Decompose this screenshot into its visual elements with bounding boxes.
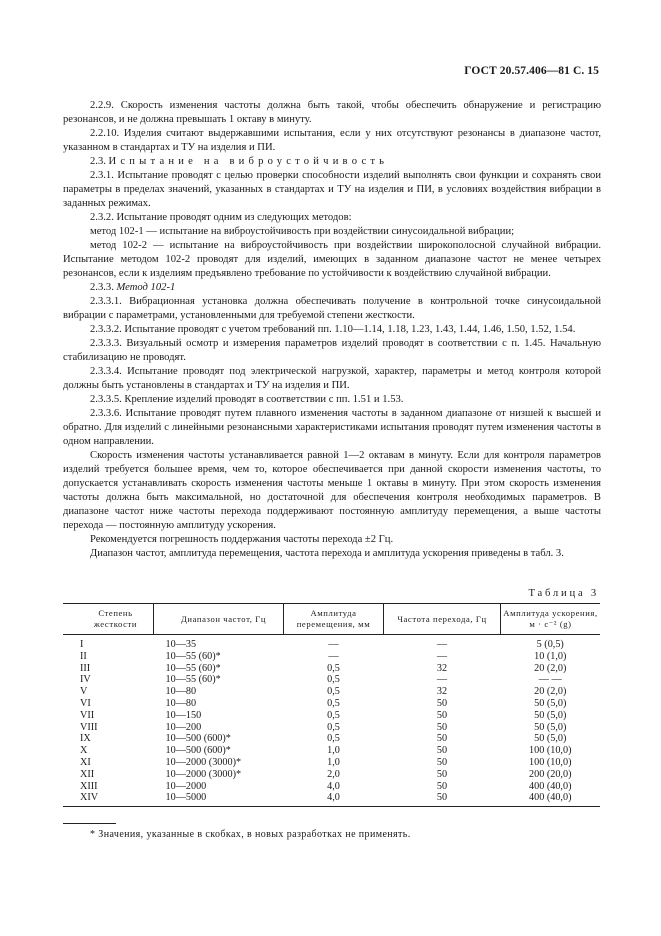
table-row <box>63 745 600 757</box>
cell-frequency-range: 10—2000 (3000)* <box>165 756 242 768</box>
cell-acceleration: 10 (1,0) <box>534 650 567 662</box>
footnote-divider <box>63 823 116 824</box>
header-acceleration: Амплитуда ускорения, м · с⁻² (g) <box>501 604 601 635</box>
cell-crossover: 50 <box>384 792 501 806</box>
footnote: * Значения, указанные в скобках, в новых разработках не применять. <box>90 829 411 840</box>
cell-severity: X <box>80 745 88 757</box>
table-row <box>63 781 600 793</box>
cell-crossover: 32 <box>436 662 448 674</box>
paragraph-2-3-3-5: 2.3.3.5. Крепление изделий проводят в соответствии с пп. 1.51 и 1.53. <box>90 394 404 405</box>
table-row <box>63 733 600 745</box>
paragraph-2-3-1: 2.3.1. Испытание проводят с целью проверки способности изделий выполнять свои функции и сохранять свои параметры в пределах значений, указанных в стандартах и ТУ на изделия и ПИ, в условиях воздействия вибрации в заданных режимах. <box>63 170 601 209</box>
cell-acceleration: 50 (5,0) <box>534 709 567 721</box>
section-heading-2-3 <box>63 155 601 169</box>
cell-frequency-range: 10—500 (600)* <box>165 733 231 745</box>
cell-frequency-range: 10—150 <box>165 709 202 721</box>
table-row <box>63 710 600 722</box>
cell-crossover: 50 <box>436 709 448 721</box>
method-102-2-item: метод 102-2 — испытание на виброустойчивость при воздействии широкополосной случайной вибрации. Испытание методом 102-2 проводят для изделий, имеющих в заданном диапазоне частот не менее четырех резонансов, если к изделиям предъявлено требование по устойчивости к воздействию случайной вибрации. <box>63 240 601 279</box>
cell-displacement: 2,0 <box>327 768 340 780</box>
cell-severity: XI <box>80 756 91 768</box>
paragraph-2-3-3-3: 2.3.3.3. Визуальный осмотр и измерения параметров изделий проводят в соответствии с п. 1.45. Начальную стабилизацию не проводят. <box>63 338 601 363</box>
cell-frequency-range: 10—80 <box>165 686 197 698</box>
cell-acceleration: 200 (20,0) <box>529 768 572 780</box>
cell-frequency-range: 10—55 (60)* <box>165 674 221 686</box>
method-102-1-item: метод 102-1 — испытание на виброустойчивость при воздействии синусоидальной вибрации; <box>90 226 515 237</box>
cell-severity: II <box>80 650 87 662</box>
cell-crossover: 50 <box>436 697 448 709</box>
cell-displacement: 0,5 <box>327 686 340 698</box>
table-body <box>63 635 600 807</box>
cell-acceleration: 20 (2,0) <box>534 686 567 698</box>
cell-severity: VI <box>80 697 91 709</box>
cell-severity: XIII <box>80 780 98 792</box>
subsection-title: Метод 102-1 <box>116 282 176 293</box>
cell-acceleration: 50 (5,0) <box>534 733 567 745</box>
cell-frequency-range: 10—55 (60)* <box>165 662 221 674</box>
cell-severity: III <box>80 662 91 674</box>
table-row <box>63 651 600 663</box>
cell-displacement: 1,0 <box>327 756 340 768</box>
cell-frequency-range: 10—500 (600)* <box>165 745 231 757</box>
cell-acceleration: 50 (5,0) <box>534 721 567 733</box>
table-row <box>63 792 600 806</box>
cell-frequency-range: 10—2000 (3000)* <box>165 768 242 780</box>
table-row <box>63 769 600 781</box>
cell-crossover: — <box>436 650 448 662</box>
paragraph-2-2-10: 2.2.10. Изделия считают выдержавшими испытания, если у них отсутствуют резонансы в диапазоне частот, указанном в стандартах и ТУ на изделия и ПИ. <box>63 128 601 153</box>
cell-crossover: 50 <box>436 721 448 733</box>
cell-displacement: — <box>328 639 339 650</box>
table-row <box>63 757 600 769</box>
cell-frequency-range: 10—35 <box>165 639 197 650</box>
table-caption: Таблица 3 <box>528 588 599 599</box>
cell-frequency-range: 10—2000 <box>165 780 207 792</box>
cell-crossover: 32 <box>436 686 448 698</box>
cell-acceleration: 100 (10,0) <box>529 756 572 768</box>
section-number: 2.3. <box>90 156 106 167</box>
paragraph-sweep-rate: Скорость изменения частоты устанавливается равной 1—2 октавам в минуту. Если для контроля параметров изделий требуется большее время, чем то, которое обеспечивается при данной скорости изменения частоты, то допускается устанавливать скорость изменения частоты меньше 1 октавы в минуту. При этом скорость изменения частоты должна быть максимальной, но достаточной для обеспечения контроля необходимых параметров. В диапазоне частот ниже частоты перехода поддерживают постоянную амплитуду перемещения, а выше частоты перехода — постоянную амплитуду ускорения. <box>63 450 601 531</box>
cell-displacement: 1,0 <box>327 745 340 757</box>
cell-crossover: 50 <box>436 780 448 792</box>
paragraph-2-3-3-6: 2.3.3.6. Испытание проводят путем плавного изменения частоты в заданном диапазоне от низшей к высшей и обратно. Для изделий с линейными резонансными характеристиками испытания проводят путем изменения частоты в одном направлении. <box>63 408 601 447</box>
severity-table <box>63 603 600 807</box>
cell-acceleration: — — <box>538 674 562 686</box>
cell-displacement: — <box>328 650 339 662</box>
cell-frequency-range: 10—200 <box>165 721 202 733</box>
cell-frequency-range: 10—80 <box>165 697 197 709</box>
cell-displacement: 0,5 <box>327 733 340 745</box>
cell-displacement: 0,5 <box>327 709 340 721</box>
cell-crossover: 50 <box>436 756 448 768</box>
table-row <box>63 663 600 675</box>
table-header-row <box>63 604 600 635</box>
cell-severity: IX <box>80 733 91 745</box>
paragraph-2-2-9: 2.2.9. Скорость изменения частоты должна быть такой, чтобы обеспечить обнаружение и регистрацию резонансов, и не должна превышать 1 октаву в минуту. <box>63 100 601 125</box>
table-row <box>63 722 600 734</box>
table-row <box>63 674 600 686</box>
cell-severity: XII <box>80 768 95 780</box>
document-body <box>63 99 601 561</box>
cell-severity: IV <box>80 674 91 686</box>
cell-severity: V <box>80 686 88 698</box>
cell-frequency-range: 10—55 (60)* <box>165 650 221 662</box>
paragraph-2-3-3-1: 2.3.3.1. Вибрационная установка должна обеспечивать получение в контрольной точке синусоидальной вибрации с параметрами, установленными для требуемой степени жесткости. <box>63 296 601 321</box>
header-crossover: Частота перехода, Гц <box>384 604 501 635</box>
cell-crossover: 50 <box>436 768 448 780</box>
page-header: ГОСТ 20.57.406—81 С. 15 <box>464 65 599 77</box>
cell-displacement: 0,5 <box>327 721 340 733</box>
header-displacement: Амплитуда перемещения, мм <box>284 604 384 635</box>
cell-frequency-range: 10—5000 <box>154 792 284 806</box>
table-row <box>63 686 600 698</box>
cell-severity: I <box>80 639 84 650</box>
table-row <box>63 635 600 651</box>
section-title: Испытание на виброустойчивость <box>108 156 389 167</box>
cell-displacement: 0,5 <box>327 674 340 686</box>
section-heading-2-3-3 <box>63 281 601 295</box>
cell-crossover: 50 <box>436 745 448 757</box>
cell-crossover: — <box>436 639 448 650</box>
cell-displacement: 4,0 <box>284 792 384 806</box>
cell-acceleration: 50 (5,0) <box>534 697 567 709</box>
paragraph-2-3-3-4: 2.3.3.4. Испытание проводят под электрической нагрузкой, характер, параметры и метод контроля которой должны быть установлены в стандартах и ТУ на изделия и ПИ. <box>63 366 601 391</box>
cell-severity: VIII <box>80 721 98 733</box>
cell-acceleration: 5 (0,5) <box>536 639 564 650</box>
cell-acceleration: 400 (40,0) <box>529 780 572 792</box>
cell-severity: VII <box>80 709 95 721</box>
cell-crossover: — <box>436 674 448 686</box>
cell-displacement: 0,5 <box>327 662 340 674</box>
cell-acceleration: 20 (2,0) <box>534 662 567 674</box>
paragraph-table-ref: Диапазон частот, амплитуда перемещения, частота перехода и амплитуда ускорения приведены в табл. 3. <box>90 548 564 559</box>
table-row <box>63 698 600 710</box>
cell-crossover: 50 <box>436 733 448 745</box>
cell-displacement: 0,5 <box>327 697 340 709</box>
header-frequency-range: Диапазон частот, Гц <box>154 604 284 635</box>
paragraph-2-3-3-2: 2.3.3.2. Испытание проводят с учетом требований пп. 1.10—1.14, 1.18, 1.23, 1.43, 1.44, 1.46, 1.50, 1.52, 1.54. <box>90 324 576 335</box>
cell-acceleration: 400 (40,0) <box>501 792 601 806</box>
header-severity: Степень жесткости <box>63 604 154 635</box>
cell-displacement: 4,0 <box>327 780 340 792</box>
paragraph-tolerance: Рекомендуется погрешность поддержания частоты перехода ±2 Гц. <box>90 534 394 545</box>
cell-severity: XIV <box>63 792 154 806</box>
paragraph-2-3-2: 2.3.2. Испытание проводят одним из следующих методов: <box>90 212 352 223</box>
subsection-number: 2.3.3. <box>90 282 114 293</box>
cell-acceleration: 100 (10,0) <box>529 745 572 757</box>
